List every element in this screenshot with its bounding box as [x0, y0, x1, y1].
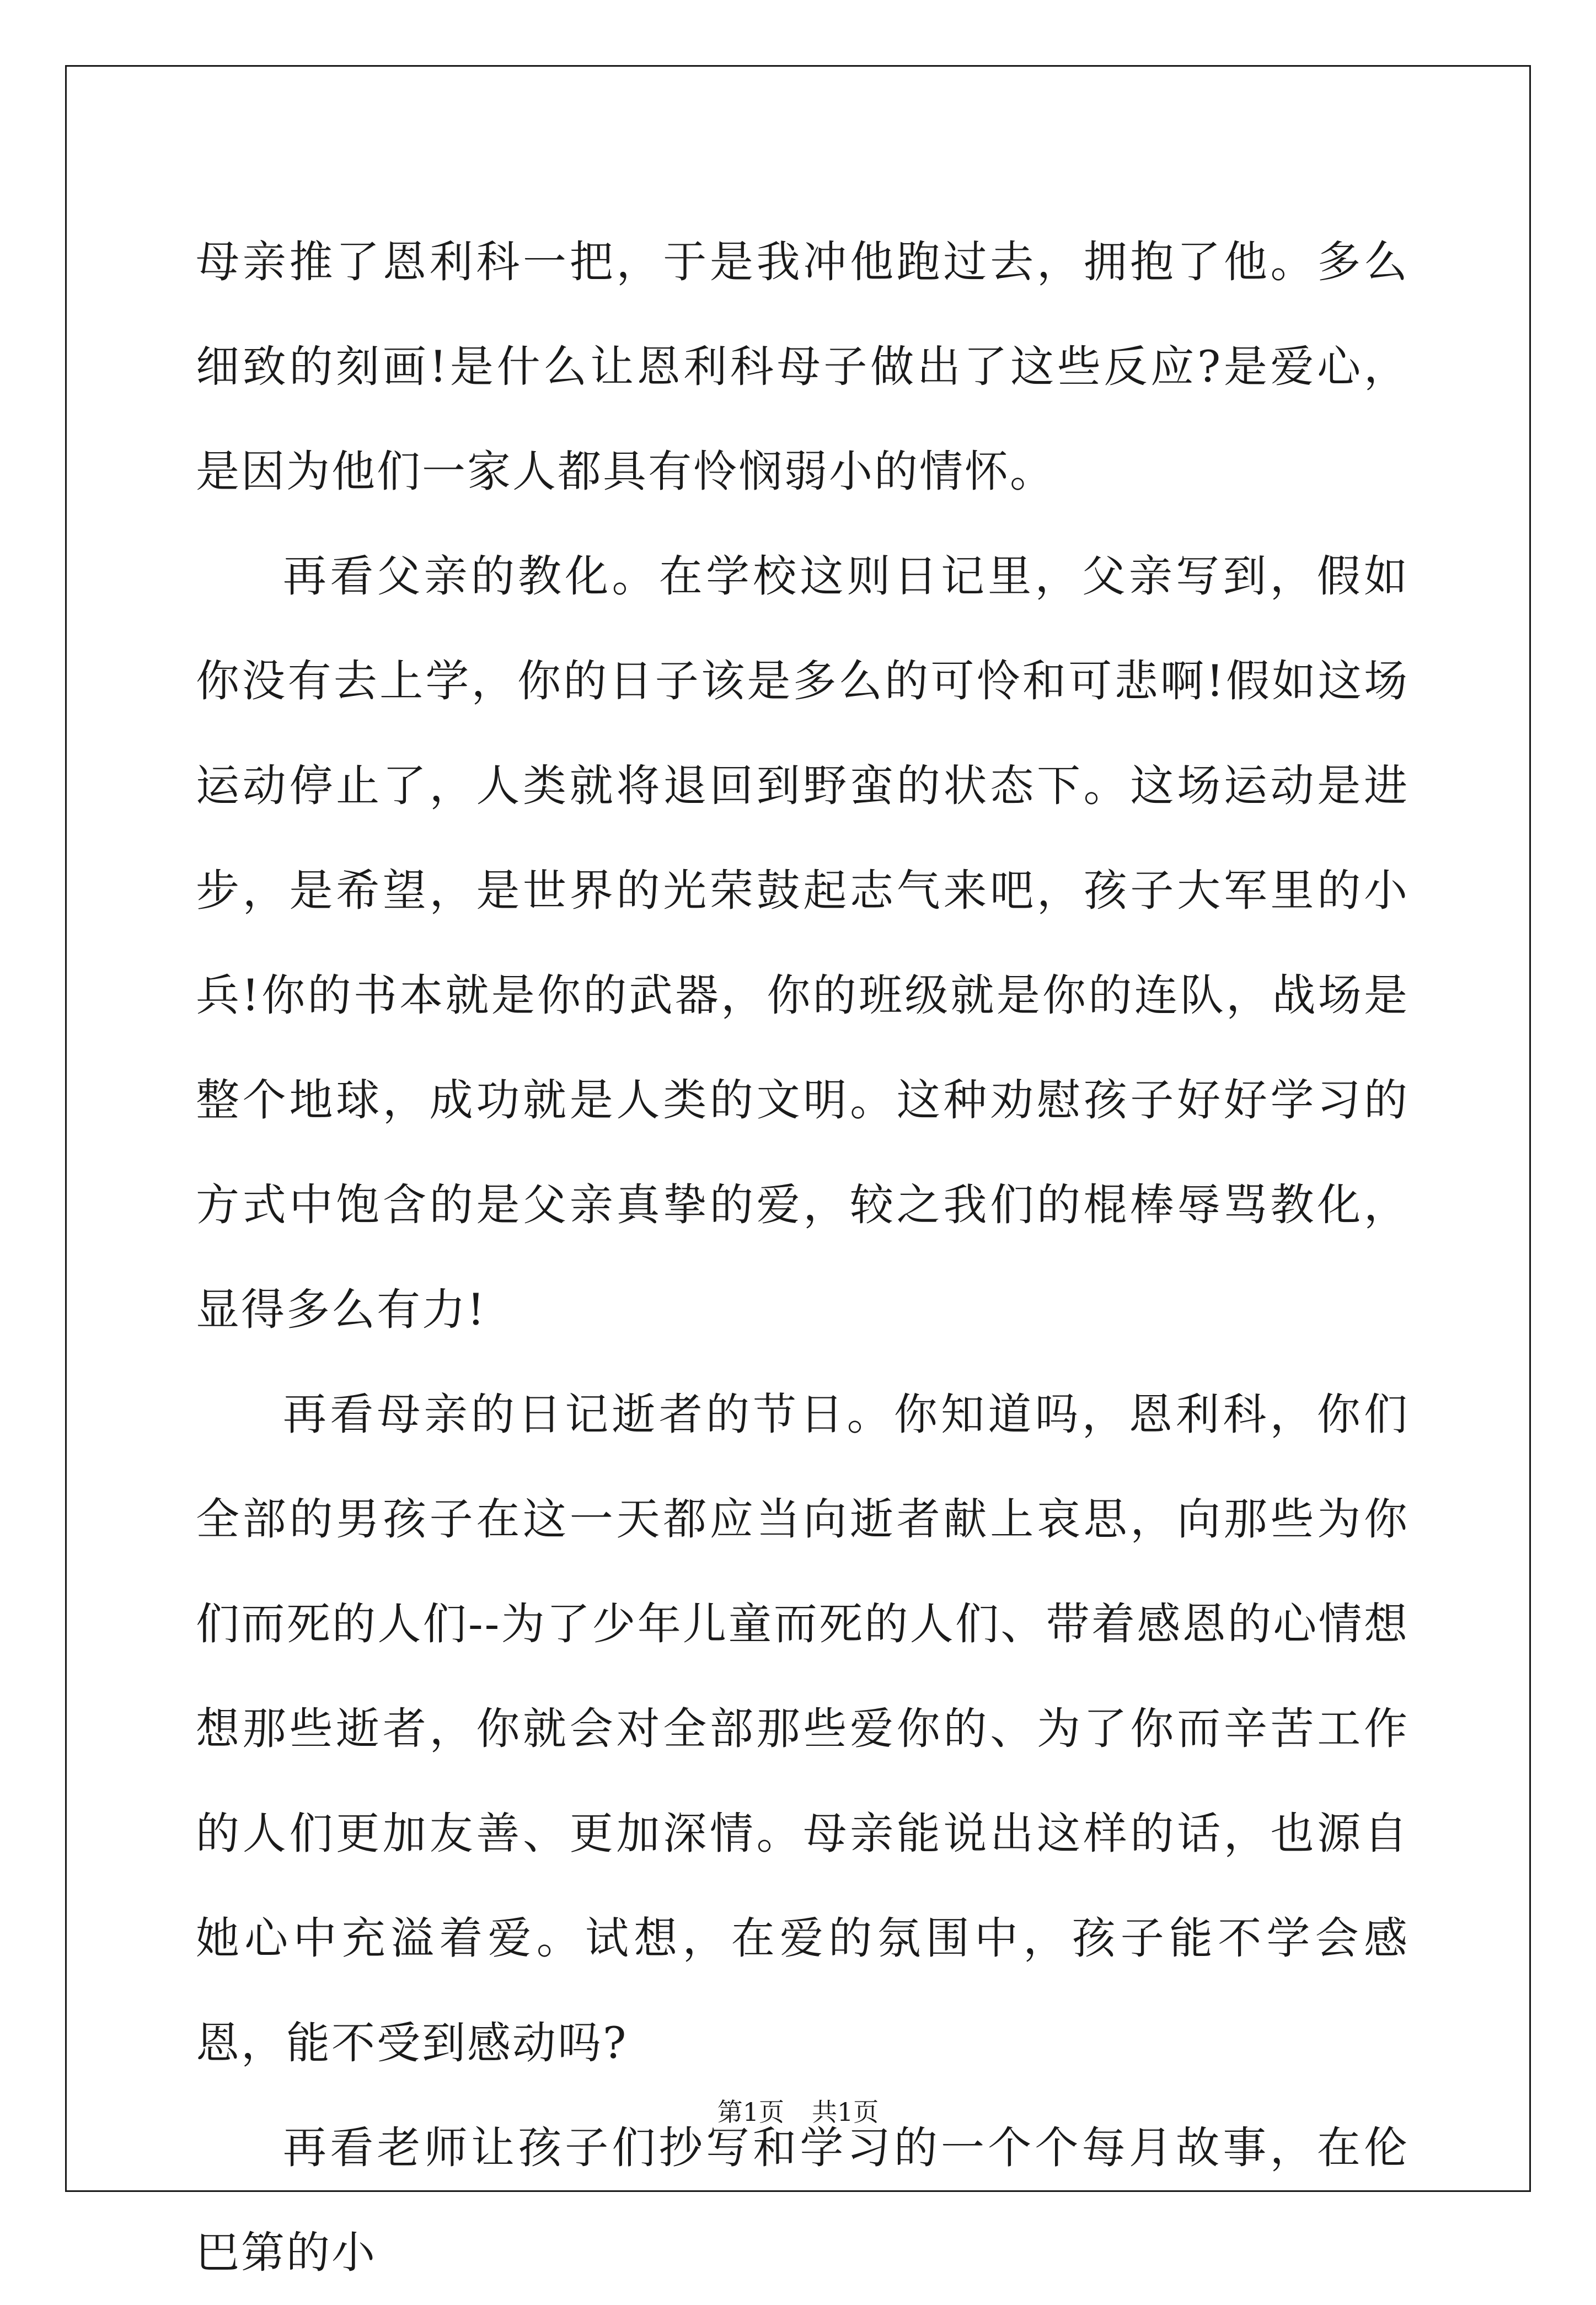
page-number: 第1页: [717, 2097, 784, 2127]
paragraph: 再看父亲的教化。在学校这则日记里，父亲写到，假如你没有去上学，你的日子该是多么的可怜和可悲啊!假如这场运动停止了，人类就将退回到野蛮的状态下。这场运动是进步，是希望，是世界的光荣鼓起志气来吧，孩子大军里的小兵!你的书本就是你的武器，你的班级就是你的连队，战场是整个地球，成功就是人类的文明。这种劝慰孩子好好学习的方式中饱含的是父亲真挚的爱，较之我们的棍棒辱骂教化，显得多么有力!: [196, 551, 1409, 1335]
document-body: [196, 210, 1409, 2305]
page-total: 共1页: [812, 2097, 879, 2127]
paragraph: 再看老师让孩子们抄写和学习的一个个每月故事，在伦巴第的小: [196, 2122, 1409, 2278]
paragraph: 母亲推了恩利科一把，于是我冲他跑过去，拥抱了他。多么细致的刻画!是什么让恩利科母子做出了这些反应?是爱心，是因为他们一家人都具有怜悯弱小的情怀。: [196, 237, 1409, 497]
paragraph: 再看母亲的日记逝者的节日。你知道吗，恩利科，你们全部的男孩子在这一天都应当向逝者献上哀思，向那些为你们而死的人们--为了少年儿童而死的人们、带着感恩的心情想想那些逝者，你就会对全部那些爱你的、为了你而辛苦工作的人们更加友善、更加深情。母亲能说出这样的话，也源自她心中充溢着爱。试想，在爱的氛围中，孩子能不学会感恩，能不受到感动吗?: [196, 1389, 1409, 2068]
page-footer: [0, 2095, 1596, 2129]
